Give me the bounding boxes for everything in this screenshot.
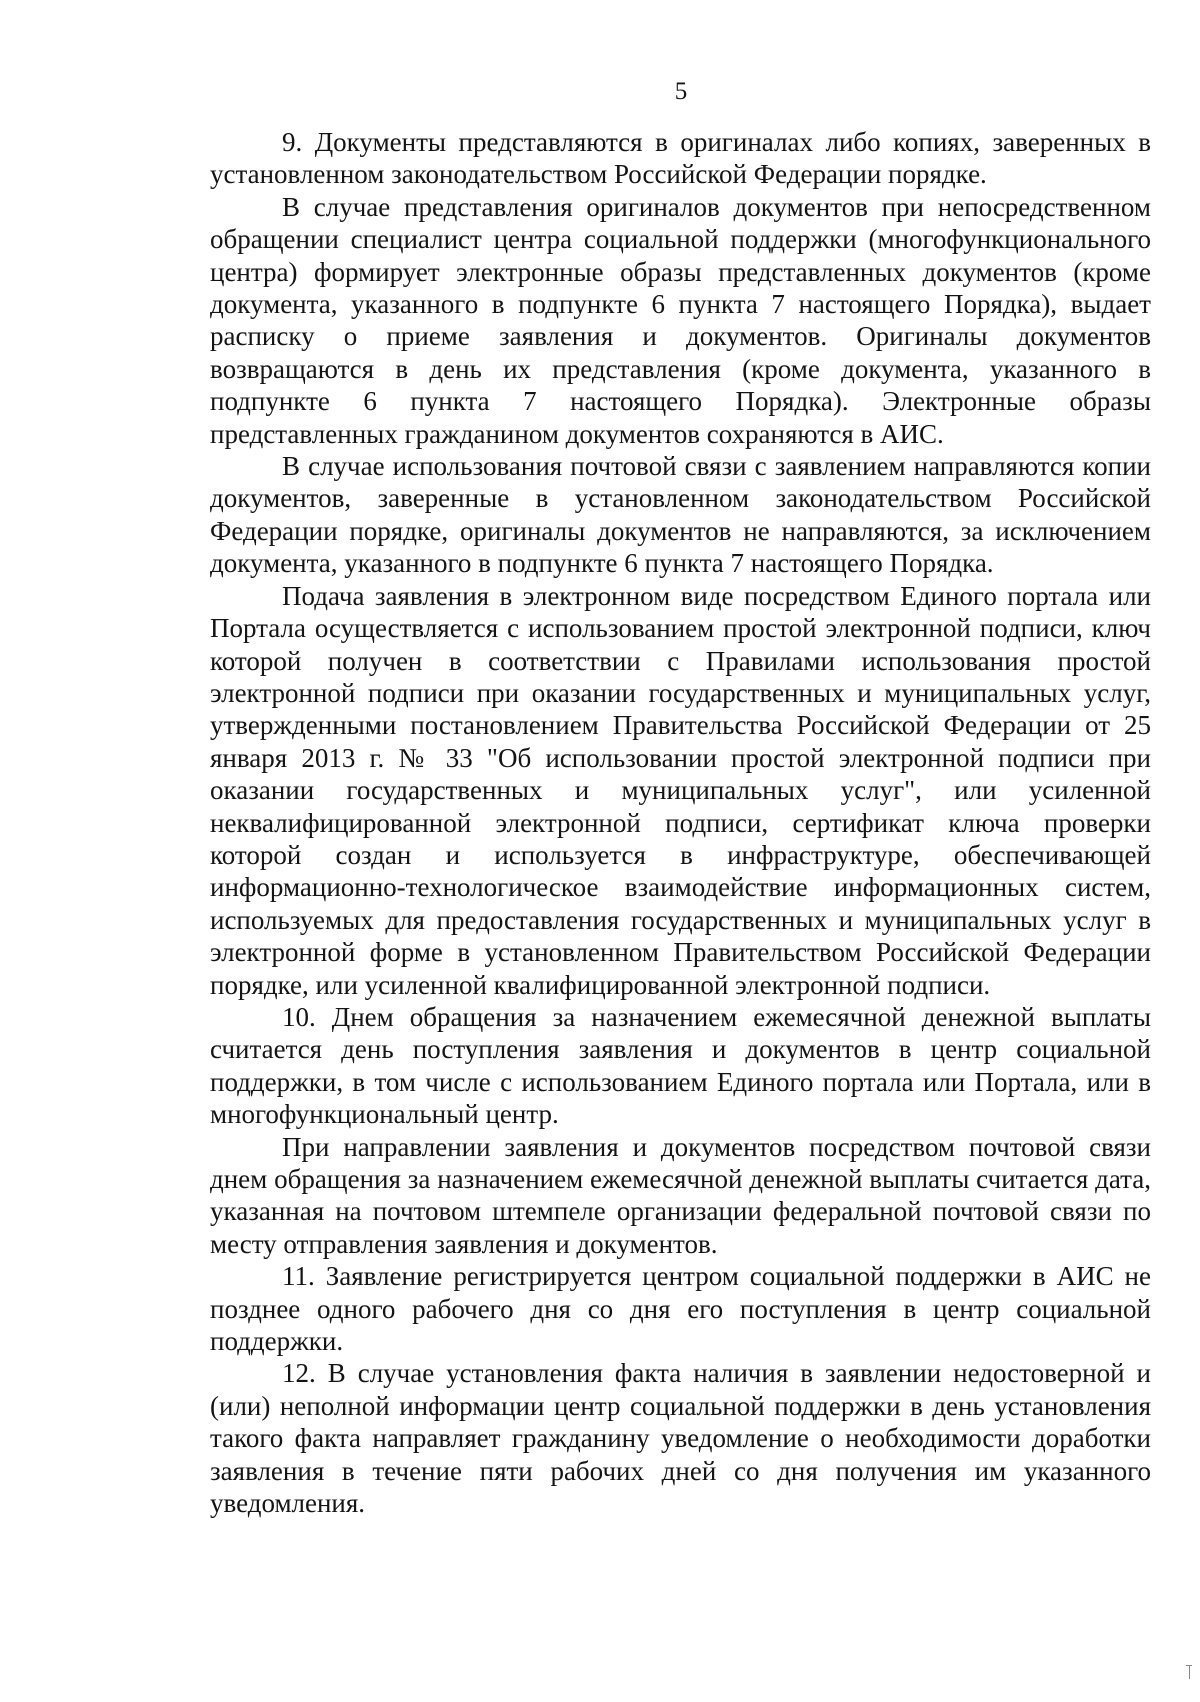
paragraph-postal-delivery: В случае использования почтовой связи с заявлением направляются копии документов, заверенные в установленном законодательством Российской Федерации порядке, оригиналы документов не направляются, за исключением документа, указанного в подпункте 6 пункта 7 настоящего Порядка. <box>210 451 1151 579</box>
paragraph-electronic-submission: Подача заявления в электронном виде посредством Единого портала или Портала осуществляется с использованием простой электронной подписи, ключ которой получен в соответствии с Правилами использования простой электронной подписи при оказании государственных и муниципальных услуг, утвержденными постановлением Правительства Российской Федерации от 25 января 2013 г. № 33 "Об использовании простой электронной подписи при оказании государственных и муниципальных услуг", или усиленной неквалифицированной электронной подписи, сертификат ключа проверки которой создан и используется в инфраструктуре, обеспечивающей информационно-технологическое взаимодействие информационных систем, используемых для предоставления государственных и муниципальных услуг в электронной форме в установленном Правительством Российской Федерации порядке, или усиленной квалифицированной электронной подписи. <box>210 580 1151 1000</box>
paragraph-postal-date: При направлении заявления и документов посредством почтовой связи днем обращения за назначением ежемесячной денежной выплаты считается дата, указанная на почтовом штемпеле организации федеральной почтовой связи по месту отправления заявления и документов. <box>210 1131 1151 1259</box>
paragraph-12: 12. В случае установления факта наличия в заявлении недостоверной и (или) неполной информации центр социальной поддержки в день установления такого факта направляет гражданину уведомление о необходимости доработки заявления в течение пяти рабочих дней со дня получения им указанного уведомления. <box>210 1358 1151 1519</box>
document-body <box>210 126 1151 1519</box>
paragraph-11: 11. Заявление регистрируется центром социальной поддержки в АИС не позднее одного рабочего дня со дня его поступления в центр социальной поддержки. <box>210 1261 1151 1357</box>
page-number: 5 <box>674 78 688 105</box>
paragraph-original-documents: В случае представления оригиналов документов при непосредственном обращении специалист центра социальной поддержки (многофункционального центра) формирует электронные образы представленных документов (кроме документа, указанного в подпункте 6 пункта 7 настоящего Порядка), выдает расписку о приеме заявления и документов. Оригиналы документов возвращаются в день их представления (кроме документа, указанного в подпункте 6 пункта 7 настоящего Порядка). Электронные образы представленных гражданином документов сохраняются в АИС. <box>210 191 1151 449</box>
paragraph-10: 10. Днем обращения за назначением ежемесячной денежной выплаты считается день поступления заявления и документов в центр социальной поддержки, в том числе с использованием Единого портала или Портала, или в многофункциональный центр. <box>210 1001 1151 1130</box>
paragraph-9: 9. Документы представляются в оригиналах либо копиях, заверенных в установленном законодательством Российской Федерации порядке. <box>210 127 1151 190</box>
scan-corner-mark <box>1186 1665 1192 1679</box>
